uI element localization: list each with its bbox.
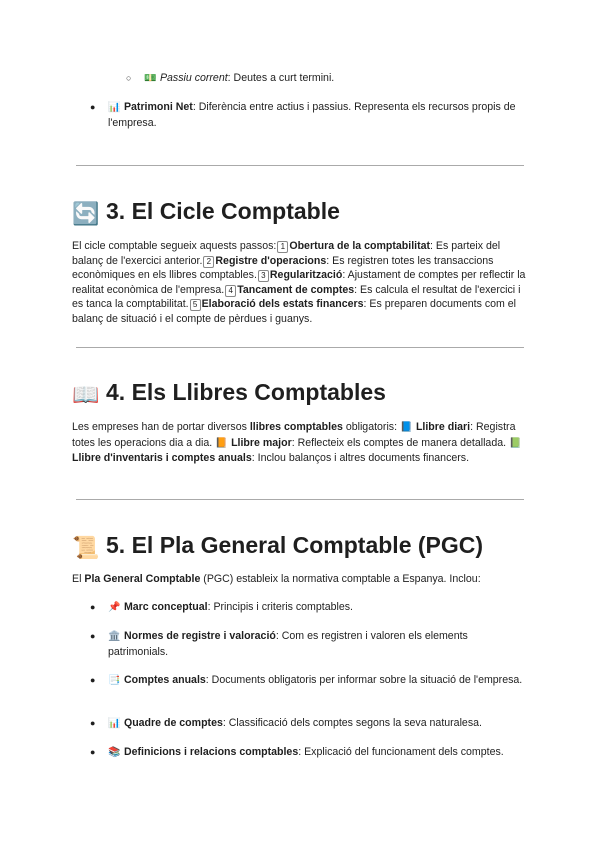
section-3-paragraph	[72, 239, 532, 327]
section-4-paragraph	[72, 420, 532, 466]
term: Marc conceptual	[123, 601, 208, 613]
intro-text: El cicle comptable segueix aquests passos:	[72, 240, 277, 252]
blue-book-icon: 📘	[400, 422, 413, 433]
chart-icon: 📊	[108, 102, 121, 113]
term: Passiu corrent	[159, 72, 228, 84]
description: : Deutes a curt termini.	[227, 72, 335, 84]
step-text: : Ajustament de comptes per reflectir la realitat econòmica de l'empresa.	[72, 269, 526, 296]
term: Normes de registre i valoració	[123, 630, 276, 642]
section-title: 3. El Cicle Comptable	[106, 198, 340, 224]
green-book-icon: 📗	[509, 437, 522, 449]
bullet: ●	[90, 718, 96, 728]
pushpin-icon: 📌	[108, 602, 121, 613]
section-heading-5	[72, 530, 483, 563]
step-term: Obertura de la comptabilitat	[289, 240, 431, 252]
description: : Explicació del funcionament dels comptes.	[298, 746, 504, 758]
section-title: 5. El Pla General Comptable (PGC)	[106, 532, 484, 558]
classical-building-icon: 🏛️	[108, 631, 121, 642]
list-subitem-passiu-corrent	[126, 71, 335, 87]
divider	[76, 165, 524, 166]
section-heading-4	[72, 377, 386, 410]
bullet: ●	[90, 747, 96, 757]
term: Patrimoni Net	[123, 101, 193, 113]
list-item	[90, 745, 528, 761]
list-item-patrimoni-net	[90, 100, 528, 130]
open-book-icon: 📖	[72, 382, 100, 407]
book-text: : Reflecteix els comptes de manera detallada.	[291, 436, 509, 449]
book-term: Llibre diari	[415, 421, 471, 433]
list-item	[90, 716, 528, 732]
step-text: : Es parteix del balanç de l'exercici anterior.	[72, 240, 501, 267]
keycap-5-icon: 5	[190, 299, 201, 311]
intro-text: obligatoris:	[342, 421, 400, 433]
bullet: ●	[90, 102, 96, 112]
scroll-icon: 📜	[72, 535, 100, 560]
intro-bold: Pla General Comptable	[84, 573, 201, 585]
book-term: Llibre d'inventaris i comptes anuals	[72, 452, 252, 465]
divider	[76, 347, 524, 348]
intro-text: El	[72, 573, 85, 585]
divider	[76, 499, 524, 500]
description: : Classificació dels comptes segons la seva naturalesa.	[222, 717, 482, 729]
term: Quadre de comptes	[123, 717, 223, 729]
section-5-intro	[72, 572, 532, 587]
step-term: Elaboració dels estats financers	[201, 298, 364, 311]
intro-text: (PGC) estableix la normativa comptable a Espanya. Inclou:	[200, 573, 481, 585]
step-term: Tancament de comptes	[237, 283, 355, 296]
list-item	[90, 600, 528, 616]
section-heading-3	[72, 196, 340, 229]
bar-chart-icon: 📊	[108, 718, 121, 729]
step-term: Regularització	[269, 269, 343, 282]
description: : Com es registren i valoren els elements patrimonials.	[108, 630, 468, 658]
description: : Diferència entre actius i passius. Representa els recursos propis de l'empresa.	[108, 101, 516, 129]
keycap-1-icon: 1	[277, 241, 288, 253]
intro-bold: llibres comptables	[249, 421, 343, 433]
intro-text: Les empreses han de portar diversos	[72, 421, 250, 433]
description: : Principis i criteris comptables.	[207, 601, 353, 613]
section-title: 4. Els Llibres Comptables	[106, 379, 386, 405]
book-term: Llibre major	[231, 436, 292, 449]
step-term: Registre d'operacions	[215, 254, 327, 267]
keycap-2-icon: 2	[203, 256, 214, 268]
step-text: : Es calcula el resultat de l'exercici i es tanca la comptabilitat.	[72, 283, 521, 311]
bullet: ●	[90, 602, 96, 612]
bullet: ●	[90, 675, 96, 685]
books-icon: 📚	[108, 747, 121, 758]
keycap-3-icon: 3	[258, 270, 269, 282]
step-text: : Es preparen documents com el balanç de situació i el compte de pèrdues i guanys.	[72, 298, 517, 325]
book-text: : Registra totes les operacions dia a dia.	[72, 421, 516, 449]
list-item	[90, 673, 528, 689]
book-text: : Inclou balanços i altres documents financers.	[251, 452, 470, 465]
bullet: ●	[90, 631, 96, 641]
bookmark-tabs-icon: 📑	[108, 675, 121, 686]
orange-book-icon: 📙	[215, 437, 228, 449]
money-icon: 💵	[144, 73, 157, 84]
list-item	[90, 629, 528, 659]
hollow-bullet: ○	[126, 73, 132, 83]
term: Definicions i relacions comptables	[123, 746, 299, 758]
description: : Documents obligatoris per informar sobre la situació de l'empresa.	[205, 674, 523, 686]
step-text: : Es registren totes les transaccions econòmiques en els llibres comptables.	[72, 254, 494, 282]
term: Comptes anuals	[123, 674, 206, 686]
cycle-icon: 🔄	[72, 201, 100, 226]
keycap-4-icon: 4	[225, 285, 236, 297]
